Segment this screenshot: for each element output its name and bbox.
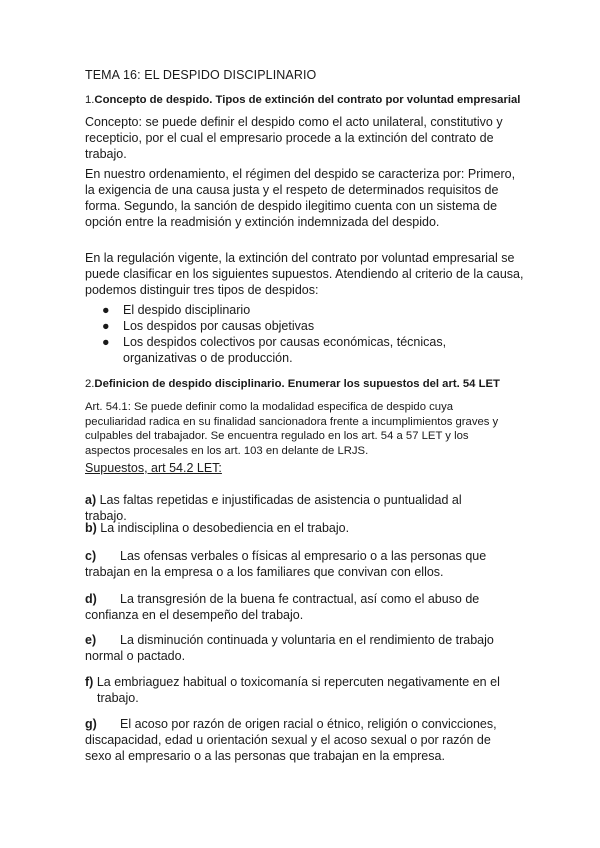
concept-paragraph: Concepto: se puede definir el despido como el acto unilateral, constitutivo y recepticio, por el cual el empresario procede a la extinción del contrato de trabajo. [85, 115, 503, 161]
supuesto-item-e [85, 632, 505, 664]
document-title: TEMA 16: EL DESPIDO DISCIPLINARIO [85, 68, 317, 82]
item-text: La indisciplina o desobediencia en el trabajo. [100, 521, 350, 535]
item-text: Las ofensas verbales o físicas al empresario o a las personas que trabajan en la empresa o a los familiares que convivan con ellos. [85, 549, 487, 579]
regime-paragraph: En nuestro ordenamiento, el régimen del despido se caracteriza por: Primero, la exigencia de una causa justa y el respeto de determinados requisitos de forma. Segundo, la sanción de despido ilegitimo cuenta con un sistema de opción entre la readmisión y extinción indemnizada del despido. [85, 167, 516, 229]
item-text: La transgresión de la buena fe contractual, así como el abuso de confianza en el desempeño del trabajo. [85, 592, 480, 622]
section-1-heading [85, 94, 525, 106]
item-letter: d) [85, 592, 97, 606]
supuesto-item-b [85, 520, 505, 536]
item-letter: e) [85, 633, 97, 647]
item-letter: g) [85, 717, 97, 731]
regulation-paragraph: En la regulación vigente, la extinción del contrato por voluntad empresarial se puede clasificar en los siguientes supuestos. Atendiendo al criterio de la causa, podemos distinguir tres tipos de despidos: [85, 251, 524, 297]
item-letter: a) [85, 493, 97, 507]
bullet-icon: ● [102, 319, 110, 333]
dismissal-types-list [85, 302, 505, 366]
item-text: La disminución continuada y voluntaria en el rendimiento de trabajo normal o pactado. [85, 633, 494, 663]
supuesto-item-d [85, 591, 505, 623]
supuesto-item-c [85, 548, 505, 580]
list-item: ● Los despidos por causas objetivas [102, 319, 315, 333]
item-letter: b) [85, 521, 97, 535]
bullet-icon: ● [102, 335, 110, 349]
section-1-heading-text: Concepto de despido. Tipos de extinción del contrato por voluntad empresarial [94, 94, 521, 106]
section-2-heading [85, 378, 525, 390]
supuesto-item-f [85, 674, 507, 706]
supuesto-item-g [85, 716, 505, 764]
item-letter: f) [85, 675, 94, 689]
item-text: La embriaguez habitual o toxicomanía si repercuten negativamente en el trabajo. [96, 675, 500, 705]
list-item: ● Los despidos colectivos por causas económicas, técnicas, organizativas o de producción. [102, 335, 447, 365]
section-2-heading-text: Definicion de despido disciplinario. Enumerar los supuestos del art. 54 LET [94, 378, 500, 390]
item-text: El acoso por razón de origen racial o étnico, religión o convicciones, discapacidad, edad u orientación sexual y el acoso sexual o por razón de sexo al empresario o a las personas que trabajan en la empresa. [85, 717, 497, 763]
list-item: ● El despido disciplinario [102, 303, 251, 317]
supuestos-title: Supuestos, art 54.2 LET: [85, 461, 222, 475]
item-text: Las faltas repetidas e injustificadas de asistencia o puntualidad al trabajo. [85, 493, 462, 523]
bullet-icon: ● [102, 303, 110, 317]
section-2-number: 2. [85, 378, 95, 390]
article-definition: Art. 54.1: Se puede definir como la modalidad especifica de despido cuya peculiaridad radica en su finalidad sancionadora frente a incumplimientos graves y culpables del trabajador. Se encuentra regulado en los art. 54 a 57 LET y los aspectos procesales en los art. 103 en delante de LRJS. [85, 401, 499, 457]
item-letter: c) [85, 549, 97, 563]
section-1-number: 1. [85, 94, 95, 106]
